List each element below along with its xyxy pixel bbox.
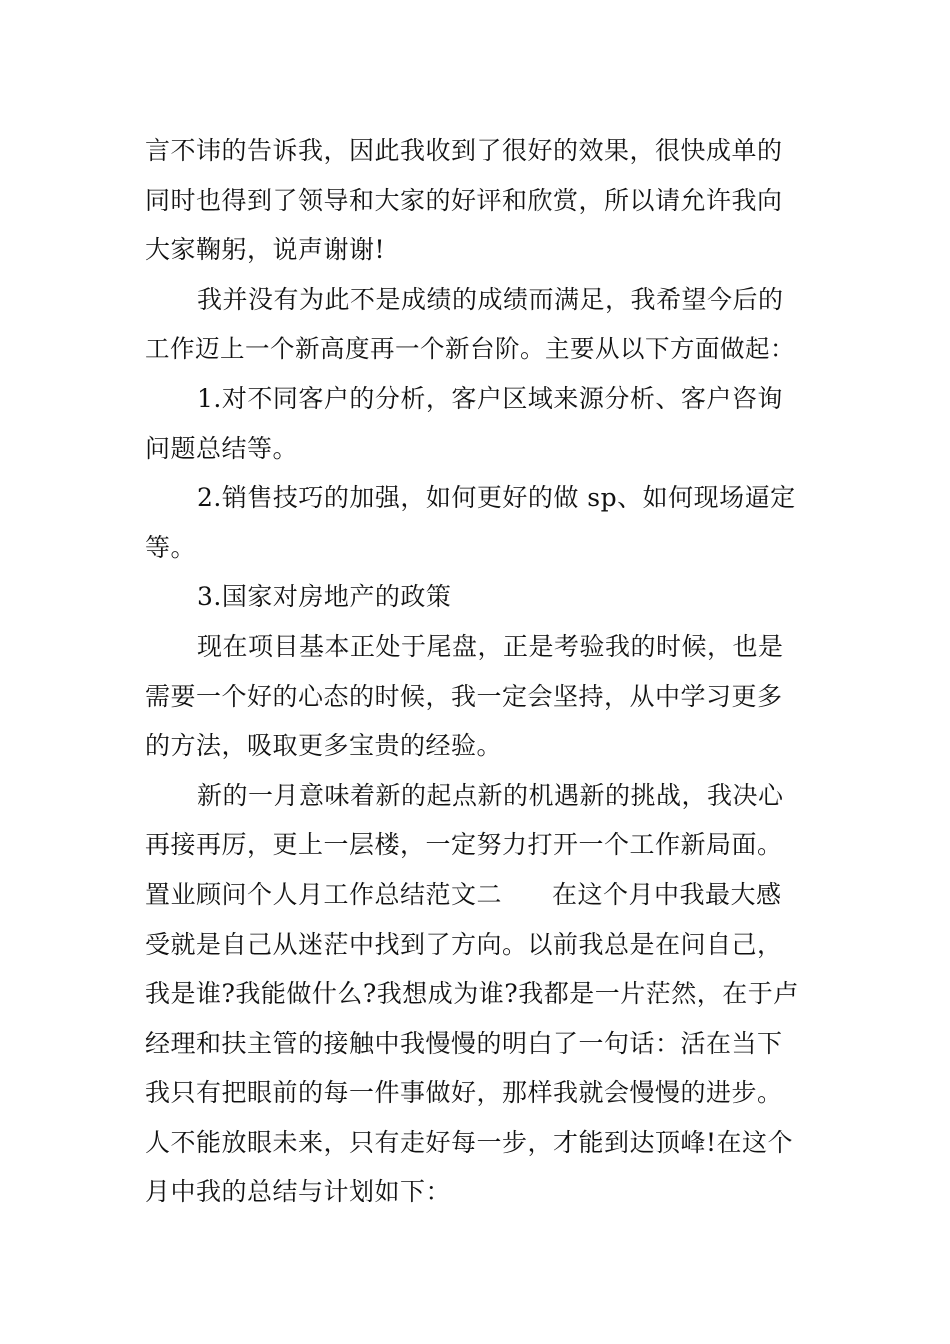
text-line: 2.销售技巧的加强，如何更好的做 sp、如何现场逼定 xyxy=(197,483,796,513)
text-line: 我是谁?我能做什么?我想成为谁?我都是一片茫然，在于卢 xyxy=(145,979,799,1009)
document-page xyxy=(145,126,807,1217)
text-line: 再接再厉，更上一层楼，一定努力打开一个工作新局面。 xyxy=(145,830,783,860)
text-line: 现在项目基本正处于尾盘，正是考验我的时候，也是 xyxy=(197,631,784,661)
text-line: 人不能放眼未来，只有走好每一步，才能到达顶峰!在这个 xyxy=(145,1127,794,1157)
paragraph-goals xyxy=(145,275,807,374)
text-line: 需要一个好的心态的时候，我一定会坚持，从中学习更多 xyxy=(145,681,783,711)
text-line: 经理和扶主管的接触中我慢慢的明白了一句话：活在当下 xyxy=(145,1028,783,1058)
list-item-3 xyxy=(145,572,807,622)
text-line: 我并没有为此不是成绩的成绩而满足，我希望今后的 xyxy=(197,284,784,314)
paragraph-thanks xyxy=(145,126,807,275)
text-run: 在这个月中我最大感 xyxy=(552,879,782,909)
text-line: 言不讳的告诉我，因此我收到了很好的效果，很快成单的 xyxy=(145,136,783,165)
text-line: 我只有把眼前的每一件事做好，那样我就会慢慢的进步。 xyxy=(145,1078,783,1108)
text-line: 新的一月意味着新的起点新的机遇新的挑战，我决心 xyxy=(197,780,784,810)
text-line: 同时也得到了领导和大家的好评和欣赏，所以请允许我向 xyxy=(145,185,783,215)
text-line: 1.对不同客户的分析，客户区域来源分析、客户咨询 xyxy=(197,383,783,413)
paragraph-project xyxy=(145,622,807,771)
section-two-first-line xyxy=(145,870,807,920)
text-line: 3.国家对房地产的政策 xyxy=(197,582,452,612)
text-line: 等。 xyxy=(145,532,197,562)
list-item-2 xyxy=(145,473,807,572)
section-heading: 置业顾问个人月工作总结范文二 xyxy=(145,879,503,909)
text-line: 问题总结等。 xyxy=(145,433,299,463)
text-line: 大家鞠躬，说声谢谢! xyxy=(145,235,386,265)
paragraph-new-month xyxy=(145,771,807,870)
text-line: 受就是自己从迷茫中找到了方向。以前我总是在问自己， xyxy=(145,929,783,959)
list-item-1 xyxy=(145,374,807,473)
text-line: 工作迈上一个新高度再一个新台阶。主要从以下方面做起： xyxy=(145,334,795,364)
section-two xyxy=(145,870,807,1217)
text-line: 的方法，吸取更多宝贵的经验。 xyxy=(145,731,503,761)
text-line: 月中我的总结与计划如下： xyxy=(145,1177,452,1207)
